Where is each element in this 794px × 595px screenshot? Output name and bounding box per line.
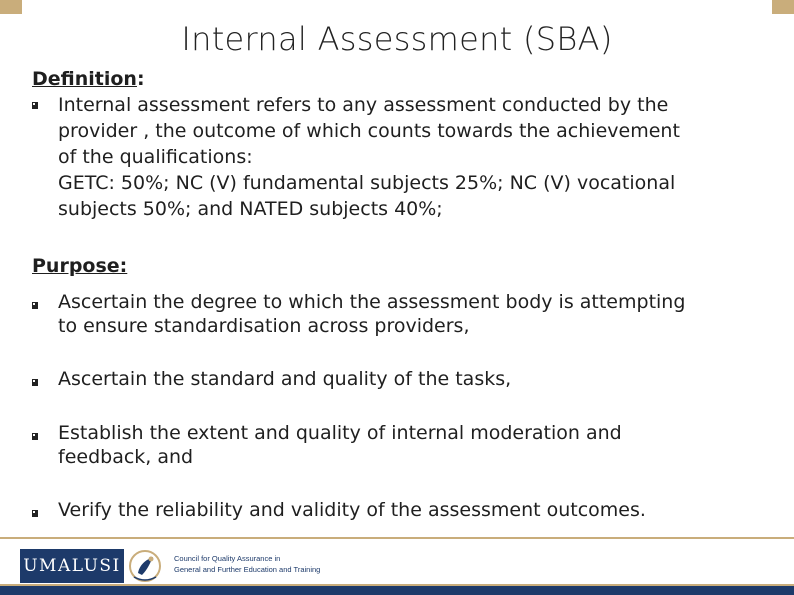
purpose-item-line: feedback, and <box>58 446 194 468</box>
corner-decoration-left <box>0 0 22 14</box>
footer-gold-line <box>0 537 794 539</box>
purpose-item-text <box>58 498 646 522</box>
square-bullet-icon <box>32 421 58 469</box>
square-bullet-icon <box>32 92 58 222</box>
purpose-item <box>32 498 772 522</box>
purpose-item <box>32 421 772 469</box>
council-line: General and Further Education and Training <box>174 565 321 574</box>
definition-line: subjects 50%; and NATED subjects 40%; <box>58 198 443 220</box>
purpose-item-line: Ascertain the standard and quality of the tasks, <box>58 368 512 390</box>
definition-heading-row <box>32 66 772 92</box>
purpose-item-line: Verify the reliability and validity of the assessment outcomes. <box>58 499 646 521</box>
definition-colon: : <box>136 68 145 90</box>
council-name <box>174 553 320 575</box>
definition-line: Internal assessment refers to any assessment conducted by the <box>58 94 669 116</box>
definition-text <box>58 92 772 222</box>
purpose-item-text <box>58 367 511 391</box>
purpose-item-line: to ensure standardisation across providers, <box>58 315 470 337</box>
purpose-section <box>32 254 772 521</box>
council-line: Council for Quality Assurance in <box>174 554 281 563</box>
definition-bullet-item <box>32 92 772 222</box>
purpose-item <box>32 290 772 338</box>
square-bullet-icon <box>32 498 58 522</box>
umalusi-emblem-icon <box>126 547 164 585</box>
slide-title: Internal Assessment (SBA) <box>181 20 613 58</box>
purpose-item-text <box>58 290 685 338</box>
purpose-item-line: Ascertain the degree to which the assessment body is attempting <box>58 291 686 313</box>
square-bullet-icon <box>32 290 58 338</box>
definition-line: provider , the outcome of which counts towards the achievement <box>58 120 680 142</box>
square-bullet-icon <box>32 367 58 391</box>
definition-heading: Definition <box>32 68 137 90</box>
definition-line: GETC: 50%; NC (V) fundamental subjects 25%; NC (V) vocational <box>58 172 676 194</box>
bottom-navy-bar <box>0 586 794 595</box>
definition-section <box>32 66 772 222</box>
umalusi-logo: UMALUSI <box>20 549 124 583</box>
purpose-heading: Purpose: <box>32 255 128 277</box>
purpose-item-text <box>58 421 622 469</box>
corner-decoration-right <box>772 0 794 14</box>
definition-line: of the qualifications: <box>58 146 253 168</box>
purpose-item-line: Establish the extent and quality of internal moderation and <box>58 422 622 444</box>
purpose-item <box>32 367 772 391</box>
